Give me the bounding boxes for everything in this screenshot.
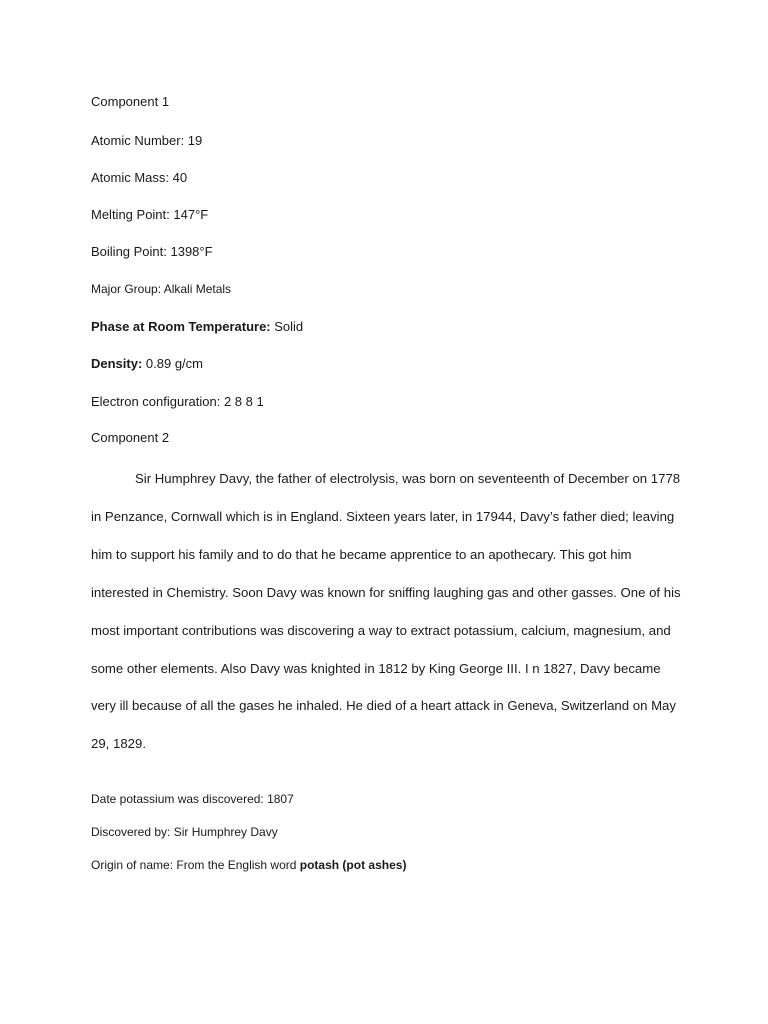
- atomic-number: Atomic Number: 19: [91, 133, 203, 148]
- major-group: Major Group: Alkali Metals: [91, 282, 232, 296]
- density: [91, 356, 203, 372]
- date-discovered: Date potassium was discovered: 1807: [91, 792, 294, 806]
- origin-prefix: Origin of name: From the English word: [91, 858, 300, 872]
- boiling-point: Boiling Point: 1398°F: [91, 244, 213, 259]
- electron-configuration: Electron configuration: 2 8 8 1: [91, 394, 264, 409]
- density-value: 0.89 g/cm: [142, 356, 203, 371]
- atomic-mass: Atomic Mass: 40: [91, 170, 188, 185]
- component-1-heading: Component 1: [91, 94, 170, 109]
- density-label: Density:: [91, 356, 143, 371]
- melting-point: Melting Point: 147°F: [91, 207, 209, 222]
- phase-value: Solid: [270, 319, 304, 334]
- discovered-by: Discovered by: Sir Humphrey Davy: [91, 825, 278, 839]
- phase-label: Phase at Room Temperature:: [91, 319, 271, 334]
- origin-word: potash (pot ashes): [299, 858, 407, 872]
- davy-biography-paragraph: Sir Humphrey Davy, the father of electrolysis, was born on seventeenth of December on 1778 in Penzance, Cornwall which is in England. Sixteen years later, in 17944, Davy’s father died; leaving him to support his family and to do that he became apprentice to an apothecary. This got him interested in Chemistry. Soon Davy was known for sniffing laughing gas and other gasses. One of his most important contributions was discovering a way to extract potassium, calcium, magnesium, and some other elements. Also Davy was knighted in 1812 by King George III. I n 1827, Davy became very ill because of all the gases he inhaled. He died of a heart attack in Geneva, Switzerland on May 29, 1829.: [91, 471, 681, 752]
- origin-of-name: [91, 857, 406, 873]
- component-2-heading: Component 2: [91, 430, 170, 445]
- phase-at-room-temperature: [91, 319, 303, 335]
